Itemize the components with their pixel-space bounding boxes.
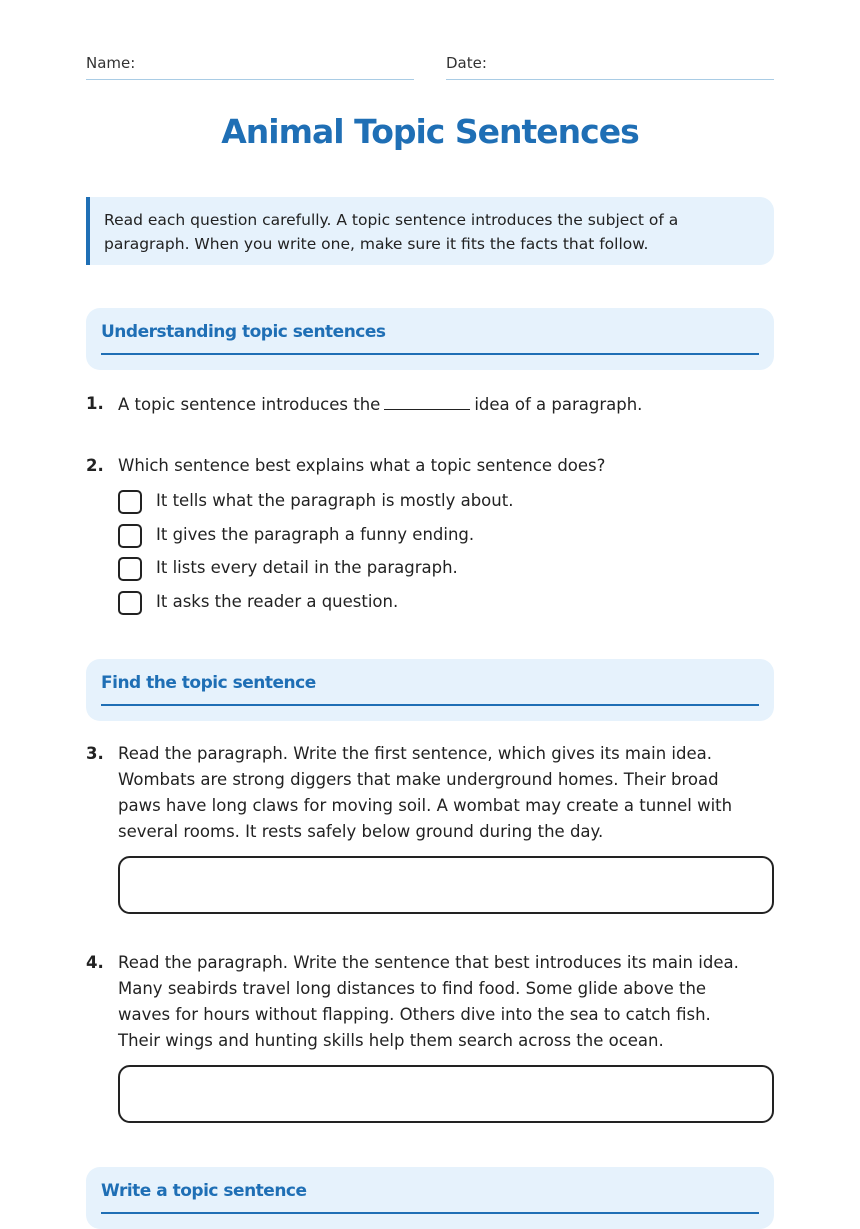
section-header [86,659,774,721]
question-text: Which sentence best explains what a topic sentence does? [118,456,606,475]
section-title: Write a topic sentence [101,1181,759,1214]
section-header [86,1167,774,1229]
checkbox[interactable] [118,524,142,548]
header-fields [86,54,774,80]
question-number: 1. [86,394,104,413]
date-label: Date: [446,54,487,72]
question-number: 2. [86,456,104,475]
instructions-box: Read each question carefully. A topic sentence introduces the subject of a paragraph. When you write one, make sure it fits the facts that follow. [86,197,774,265]
answer-box[interactable] [118,856,774,914]
checkbox[interactable] [118,591,142,615]
question-text: Read the paragraph. Write the sentence that best introduces its main idea. Many seabirds travel long distances to find food. Some glide above the waves for hours without flapping. Others dive into the sea to catch fish. Their wings and hunting skills help them search across the ocean. [118,953,739,1050]
question-text-after: idea of a paragraph. [474,395,643,414]
name-label: Name: [86,54,136,72]
checkbox[interactable] [118,557,142,581]
answer-box[interactable] [118,1065,774,1123]
section-title: Find the topic sentence [101,673,759,706]
question-number: 3. [86,744,104,763]
page-title: Animal Topic Sentences [221,112,639,151]
name-field[interactable] [86,54,414,80]
section-title: Understanding topic sentences [101,322,759,355]
option-label: It lists every detail in the paragraph. [156,558,458,577]
option-label: It asks the reader a question. [156,592,399,611]
question-number: 4. [86,953,104,972]
question-text-before: A topic sentence introduces the [118,395,381,414]
question-text: Read the paragraph. Write the first sentence, which gives its main idea. Wombats are strong diggers that make underground homes. Their broad paws have long claws for moving soil. A wombat may create a tunnel with several rooms. It rests safely below ground during the day. [118,744,733,841]
question-2 [86,453,774,623]
option-label: It gives the paragraph a funny ending. [156,525,475,544]
question-1 [86,391,774,417]
question-text [118,391,756,418]
option-label: It tells what the paragraph is mostly about. [156,491,514,510]
fill-in-blank[interactable] [384,391,470,410]
checkbox[interactable] [118,490,142,514]
section-header [86,308,774,370]
date-field[interactable] [446,54,774,80]
